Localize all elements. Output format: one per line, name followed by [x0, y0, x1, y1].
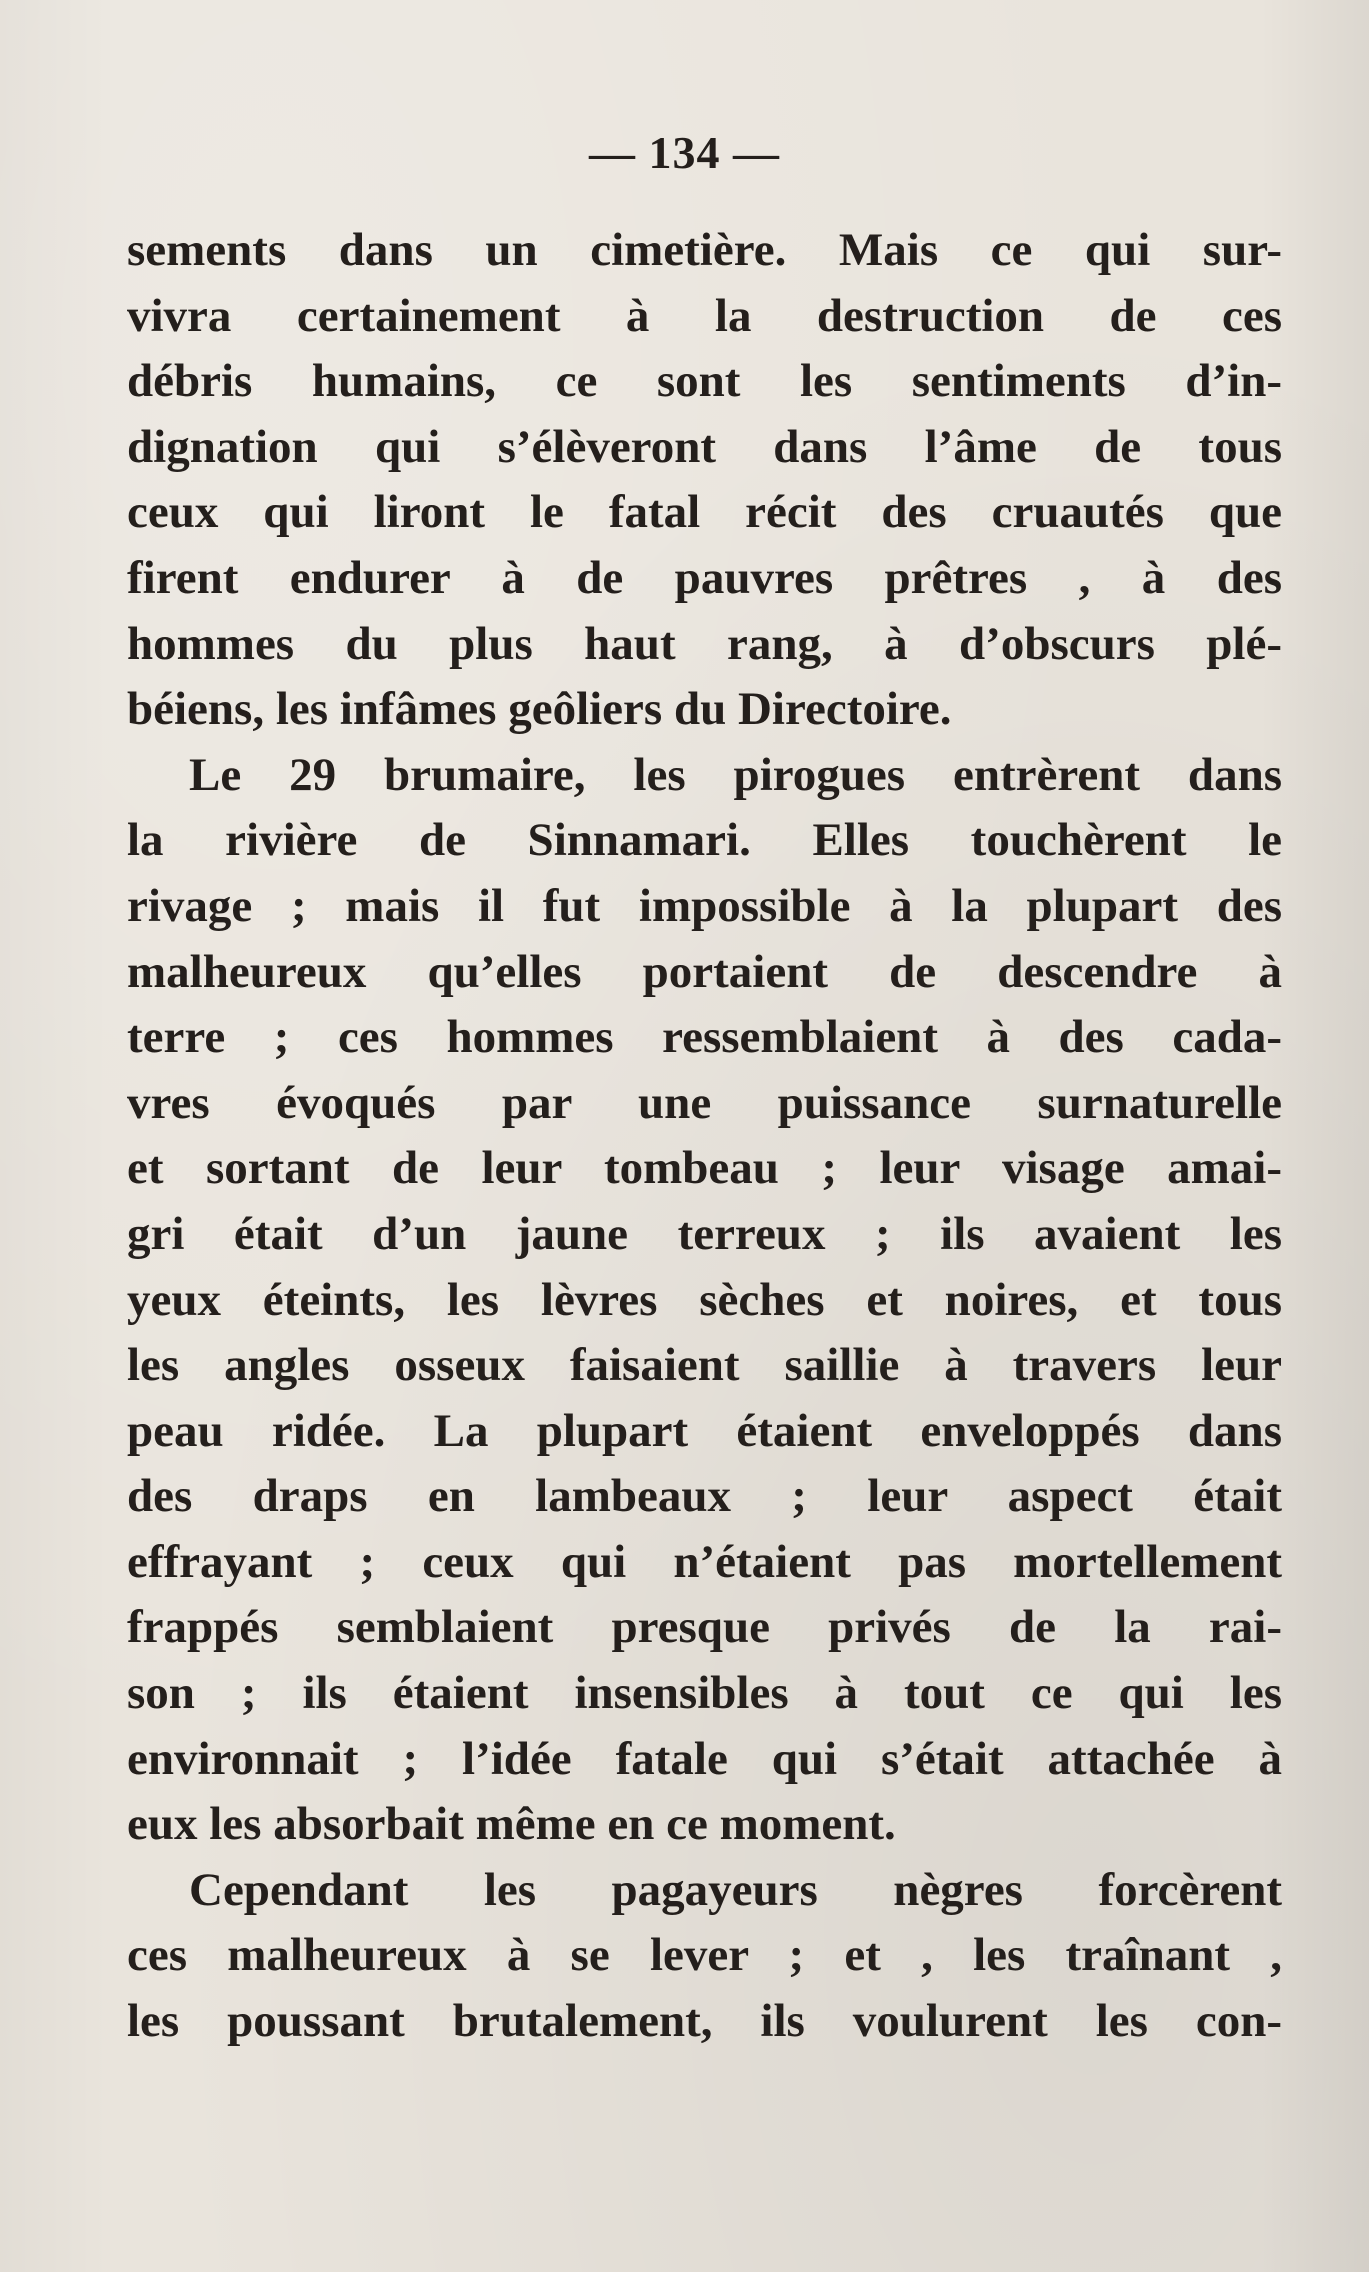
text-line: son ; ils étaient insensibles à tout ce qui les [127, 1667, 1282, 1720]
page-number: — 134 — [589, 127, 780, 178]
text-line: ces malheureux à se lever ; et , les traînant , [127, 1929, 1282, 1982]
text-line: rivage ; mais il fut impossible à la plupart des [127, 879, 1282, 932]
text-line: la rivière de Sinnamari. Elles touchèrent le [127, 814, 1282, 867]
text-line: terre ; ces hommes ressemblaient à des cada- [127, 1011, 1282, 1064]
text-line: et sortant de leur tombeau ; leur visage amai- [127, 1142, 1282, 1195]
text-line: vivra certainement à la destruction de ces [127, 289, 1282, 342]
text-line: ceux qui liront le fatal récit des cruautés que [127, 486, 1282, 539]
text-line: Cependant les pagayeurs nègres forcèrent [189, 1863, 1282, 1916]
text-line: malheureux qu’elles portaient de descendre à [127, 945, 1282, 998]
text-line: gri était d’un jaune terreux ; ils avaient les [127, 1207, 1282, 1260]
text-line: eux les absorbait même en ce moment. [127, 1798, 896, 1851]
text-line: vres évoqués par une puissance surnaturelle [127, 1076, 1282, 1129]
text-line: frappés semblaient presque privés de la rai- [127, 1601, 1282, 1654]
text-line: dignation qui s’élèveront dans l’âme de tous [127, 420, 1282, 473]
text-line: hommes du plus haut rang, à d’obscurs plé- [127, 617, 1282, 670]
text-line: débris humains, ce sont les sentiments d’in- [127, 355, 1282, 408]
text-line: effrayant ; ceux qui n’étaient pas mortellement [127, 1535, 1282, 1588]
text-line: des draps en lambeaux ; leur aspect était [127, 1470, 1282, 1523]
text-line: firent endurer à de pauvres prêtres , à des [127, 551, 1282, 604]
text-line: yeux éteints, les lèvres sèches et noires, et tous [127, 1273, 1282, 1326]
text-line: Le 29 brumaire, les pirogues entrèrent dans [189, 748, 1282, 801]
text-line: les poussant brutalement, ils voulurent les con- [127, 1995, 1282, 2048]
text-line: peau ridée. La plupart étaient enveloppés dans [127, 1404, 1282, 1457]
text-line: environnait ; l’idée fatale qui s’était attachée à [127, 1732, 1282, 1785]
text-line: sements dans un cimetière. Mais ce qui sur- [127, 224, 1282, 276]
text-line: béiens, les infâmes geôliers du Directoire. [127, 683, 952, 736]
body-text [127, 218, 1282, 2055]
text-line: les angles osseux faisaient saillie à travers leur [127, 1339, 1282, 1392]
